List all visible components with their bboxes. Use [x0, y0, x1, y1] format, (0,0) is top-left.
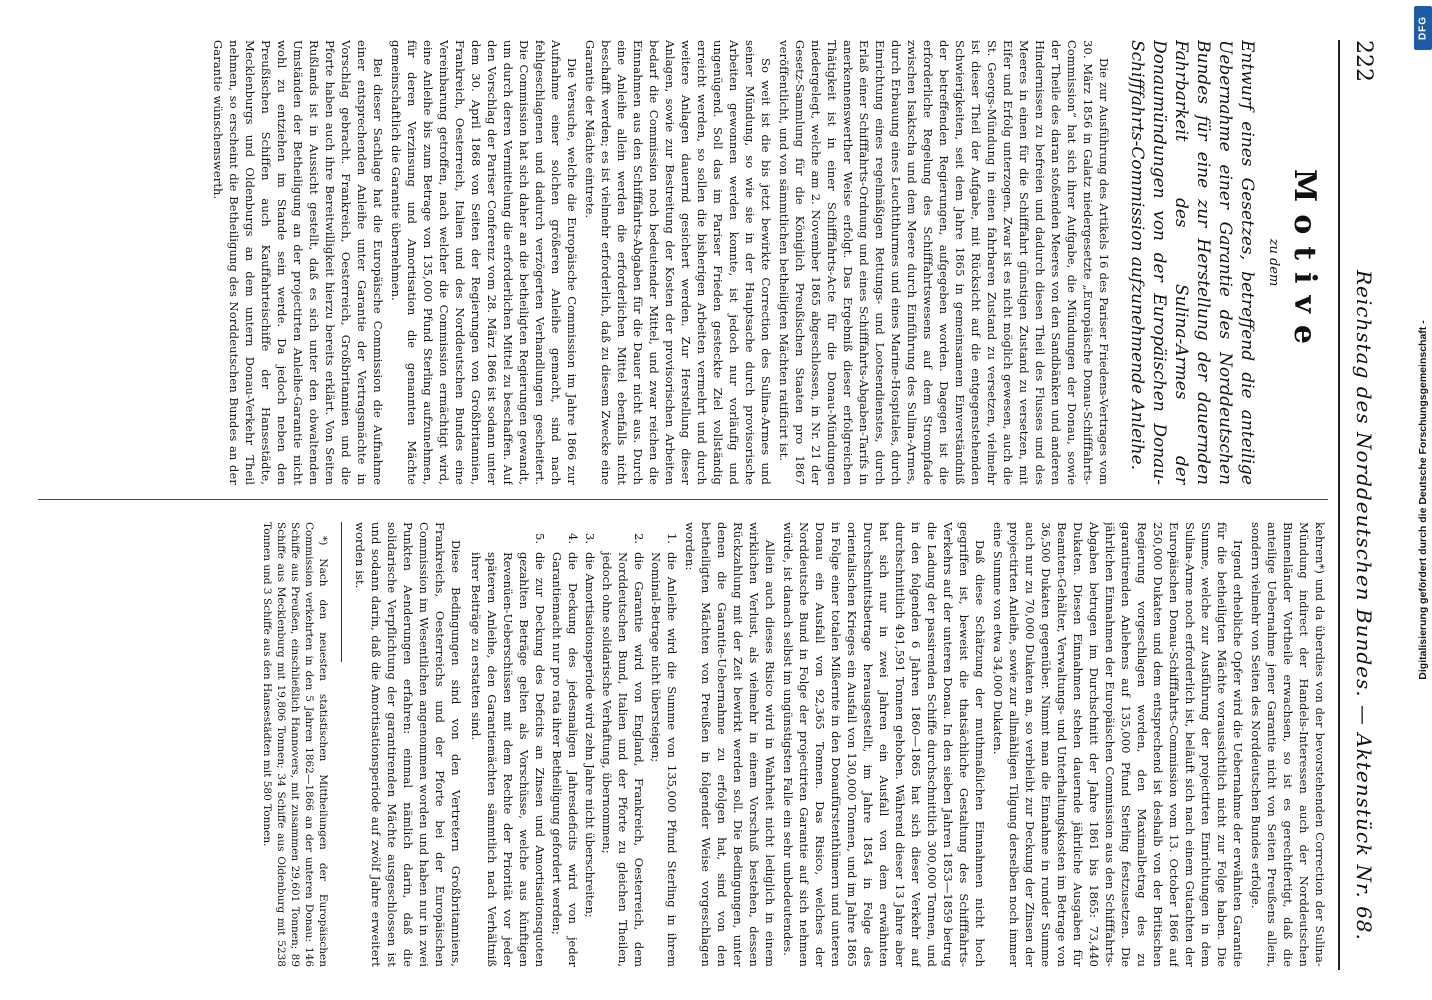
footnote-rule: [341, 522, 342, 662]
footnote: *) Nach den neuesten statistischen Mittheilungen der Europäischen Commission verkehrten in den 5 Jahren 1862—1866 an der unteren Donau: 146 Schiffe aus Preußen, einschließlich Hannovers, mit zusammen 29,601 Tonnen; 89 Schiffe aus Mecklenburg mit 19,806 Tonnen; 34 Schiffe aus Oldenburg mit 5238 Tonnen und 3 Schiffe aus den Hansestädten mit 580 Tonnen.: [261, 522, 330, 967]
header-rule: [1338, 40, 1340, 970]
paragraph: Die zur Ausführung des Artikels 16 des Pariser Friedens-Vertrages vom 30. März 1856 in Galatz niedergesetzte „Europäische Donau-Schifffahrts-Commission“ hat sich ihrer Aufgabe, die Mündungen der Donau, sowie der Theile des daran stoßenden Meeres von den Sandbänken und anderen Hindernissen zu befreien und dadurch diesen Theil des Flusses und des Meeres in einen für die Schifffahrt günstigen Zustand zu versetzen, mit Eifer und Erfolg unterzogen. Zwar ist es nicht möglich gewesen, auch die St. Georgs-Mündung in einen fahrbaren Zustand zu versetzen, vielmehr ist dieser Theil der Aufgabe, mit Rücksicht auf die entgegenstehenden Schwierigkeiten, seit dem Jahre 1865 in gemeinsamem Einverständniß der betreffenden Regierungen, aufgegeben worden. Dagegen ist die erforderliche Regelung des Schifffahrtswesens auf dem Strompfade zwischen Isaktscha und dem Meere durch Einführung des Sulina-Armes, durch Erbauung eines Leuchtthurmes und eines Marine-Hospitales, durch Einrichtung eines regelmäßigen Rettungs- und Lootsendienstes, durch Erlaß einer Schifffahrts-Ordnung und eines Schifffahrts-Abgaben-Tarifs in anerkennenswerther Weise erfolgt. Das Ergebniß dieser erfolgreichen Thätigkeit ist in einer Schifffahrts-Acte für die Donau-Mündungen niedergelegt, welche am 2. November 1865 abgeschlossen, in Nr. 21 der Gesetz-Sammlung für die Königlich Preußischen Staaten pro 1867 veröffentlicht, und von sämmtlichen betheiligten Mächten ratificirt ist.: [777, 40, 1111, 485]
list-number: 3.: [583, 533, 597, 544]
conditions-list: [468, 522, 680, 967]
bill-title: Entwurf eines Gesetzes, betreffend die anteilige Uebernahme einer Garantie des Norddeutschen Bundes für eine zur Herstellung der dauernden Fahrbarkeit des Sulina-Armes der Donaumündungen von der Europäischen Donau-Schifffahrts-Commission aufzunehmende Anleihe.: [1127, 40, 1257, 485]
list-text: die Amortisationsperiode wird zehn Jahre nicht überschreiten;: [583, 552, 597, 918]
list-item: [549, 522, 581, 967]
paragraph: Irgend erhebliche Opfer wird die Uebernahme der erwähnten Garantie für die betheiligten Mächte voraussichtlich nicht zur Folge haben. Die Summe, welche zur Ausführung der projectirten Einrichtungen in dem Sulina-Arme noch erforderlich ist, beläuft sich nach einem Gutachten der Europäischen Donau-Schifffahrts-Commission vom 13. October 1866 auf 250,000 Dukaten und dem entsprechend ist deshalb von der Britischen Regierung vorgeschlagen worden, den Maximalbetrag des zu garantirenden Anlehens auf 135,000 Pfund Sterling festzusetzen. Die jährlichen Einnahmen der Europäischen Commission aus den Schifffahrts-Abgaben betrugen im Durchschnitt der Jahre 1861 bis 1865: 73,440 Dukaten. Diesen Einnahmen stehen dauernde jährliche Ausgaben für Beamten-Gehälter, Verwaltungs- und Unterhaltungskosten im Betrage von 36,500 Dukaten gegenüber. Nimmt man die Einnahme in runder Summe auch nur zu 70,000 Dukaten an, so verbleibt zur Deckung der Zinsen der projectirten Anleihe, sowie zur allmähligen Tilgung derselben noch immer eine Summe von etwa 34,000 Dukaten.: [991, 522, 1245, 967]
list-number: 2.: [632, 533, 646, 544]
list-number: 5.: [533, 533, 547, 544]
left-column: [38, 40, 1328, 485]
list-text: die Anleihe wird die Summe von 135,000 Pfund Sterling in ihrem Nominal-Betrage nicht übersteigen;: [649, 552, 679, 967]
list-text: die Garantie wird von England, Frankreich, Oesterreich, dem Norddeutschen Bund, Italien und der Pforte zu gleichen Theilen, jedoch ohne solidarische Verhaftung, übernommen;: [600, 552, 646, 967]
motive-heading: Motive: [1287, 169, 1322, 356]
list-text: die zur Deckung des Deficits an Zinsen und Amortisationsquoten gezahlten Beträge gelten als Vorschüsse, welche aus künftigen Revenüen-Ueberschüssen mit dem Rechte der Priorität vor jeder späteren Anleihe, den Garantiemächten sämmtlich nach Verhältniß ihrer Beiträge zu erstatten sind.: [469, 552, 547, 967]
page-number: 222: [1351, 40, 1376, 82]
list-item: [599, 522, 647, 967]
column-divider: [38, 499, 1328, 500]
paragraph: Bei dieser Sachlage hat die Europäische Commission die Aufnahme einer entsprechenden Anleihe unter Garantie der Vertragsmächte in Vorschlag gebracht. Frankreich, Oesterreich, Großbritannien und die Pforte haben auch ihre Bereitwilligkeit hierzu bereits erklärt. Von Seiten Rußlands ist in Aussicht gestellt, daß es sich unter den obwaltenden Umständen der Betheiligung an der projectirten Anleihe-Garantie nicht wohl zu entziehen im Stande sein werde. Da jedoch neben den Preußischen Schiffen auch Kauffahrteischiffe der Hansestädte, Mecklenburgs und Oldenburgs an dem untern Donau-Verkehr Theil nehmen, so erscheint die Betheiligung des Norddeutschen Bundes an der Garantie wünschenswerth.: [211, 40, 385, 485]
list-item: [582, 522, 598, 967]
digitisation-credit: Digitalisierung gefördert durch die Deutsche Forschungsgemeinschaft -: [1417, 320, 1429, 680]
page-header: [1346, 40, 1376, 970]
paragraph: Die Versuche, welche die Europäische Commission im Jahre 1866 zur Aufnahme einer solchen größeren Anleihe gemacht, sind nach fehlgeschlagenen und dadurch verzögerten Verhandlungen gescheitert. Die Commission hat sich daher an die betheiligten Regierungen gewandt, um durch deren Vermittelung die erforderlichen Mittel zu beschaffen. Auf den Vorschlag der Pariser Conferenz vom 28. März 1866 ist sodann unter dem 30. April 1868 von Seiten der Regierungen von Großbritannien, Frankreich, Oesterreich, Italien und des Norddeutschen Bundes eine Vereinbarung getroffen, nach welcher die Commission ermächtigt wird, eine Anleihe bis zum Betrage von 135,000 Pfund Sterling aufzunehmen, für deren Verzinsung und Amortisation die genannten Mächte gemeinschaftlich die Garantie übernehmen.: [389, 40, 579, 485]
paragraph: Diese Bedingungen sind von den Vertretern Großbritanniens, Frankreichs, Oesterreichs und der Pforte bei der Europäischen Commission im Wesentlichen angenommen worden und haben nur in zwei Punkten Aenderungen erfahren: einmal nämlich darin, daß die solidarische Verpflichtung der garantirenden Mächte ausgeschlossen ist und sodann darin, daß die Amortisationsperiode auf zwölf Jahre erweitert worden ist.: [353, 522, 463, 967]
paragraph: Allein auch dieses Risico wird in Wahrheit nicht lediglich in einem wirklichen Verlust, als vielmehr in einem Vorschuß bestehen, dessen Rückzahlung mit der Zeit bewirkt werden soll. Die Bedingungen, unter denen die Garantie-Uebernahme zu erfolgen hat, sind von den betheiligten Mächten von Preußen in folgender Weise vorgeschlagen worden:: [683, 522, 777, 967]
dfg-logo: [1414, 6, 1432, 50]
running-title: Reichstag des Norddeutschen Bundes. — Aktenstück Nr. 68.: [1352, 270, 1376, 941]
list-item: [468, 522, 548, 967]
motive-subheading: zu dem: [1266, 238, 1281, 287]
list-number: 4.: [566, 533, 580, 544]
list-item: [648, 522, 680, 967]
paragraph: Daß diese Schätzung der muthmaßlichen Einnahmen nicht hoch gegriffen ist, beweist die thatsächliche Gestaltung des Schifffahrts-Verkehrs auf der unteren Donau. In den sieben Jahren 1853—1859 betrug die Ladung der passirenden Schiffe durchschnittlich 300,000 Tonnen, und in den folgenden 6 Jahren 1860—1865 hat sich dieser Verkehr auf durchschnittlich 491,591 Tonnen gehoben. Während dieser 13 Jahre aber hat sich nur in zwei Jahren ein Ausfall von dem erwähnten Durchschnittsbetrage herausgestellt, im Jahre 1854 in Folge des orientalischen Krieges ein Ausfall von 130,000 Tonnen, und im Jahre 1865 in Folge einer totalen Mißernte in den Donaufürstenthümern und unteren Donau ein Ausfall von 92,365 Tonnen. Das Risico, welches der Norddeutsche Bund in Folge der projectirten Garantie auf sich nehmen würde, ist danach selbst im ungünstigsten Falle ein sehr unbedeutendes.: [781, 522, 987, 967]
list-text: die Deckung des jedesmaligen Jahresdeficits wird von jeder Garantiemacht nur pro rata ihrer Betheiligung gefordert werden;: [550, 552, 580, 967]
paragraph: kehren*) und da überdies von der bevorstehenden Correction der Sulina-Mündung indirect der Handels-Interessen auch der Norddeutschen Binnenländer Vortheile erwachsen, so ist es gerechtfertigt, daß die anteilige Uebernahme jener Garantie nicht von Seiten Preußens allein, sondern vielmehr von Seiten des Norddeutschen Bundes erfolge.: [1249, 522, 1327, 967]
list-number: 1.: [665, 533, 679, 544]
paragraph: So weit ist die bis jetzt bewirkte Correction des Sulina-Armes und seiner Mündung, so wie sie in der Hauptsache durch provisorische Arbeiten gewonnen werden konnte, ist jedoch nur vorläufig und ungenügend. Soll das im Pariser Frieden gesteckte Ziel vollständig erreicht werden, so sollen die bisherigen Arbeiten vermehrt und durch weitere Anlagen dauernd gesichert werden. Zur Herstellung dieser Anlagen, sowie zur Bestreitung der Kosten der provisorischen Arbeiten bedarf die Commission noch bedeutender Mittel, und zwar reichen die Einnahmen aus den Schifffahrts-Abgaben für die Dauer nicht aus. Durch eine Anleihe allein werden die erforderlichen Mittel ebenfalls nicht beschafft werden; es ist vielmehr erforderlich, daß zu diesem Zwecke eine Garantie der Mächte eintrete.: [583, 40, 773, 485]
right-column: [38, 522, 1328, 967]
dfg-logo-text: DFG: [1417, 15, 1429, 41]
